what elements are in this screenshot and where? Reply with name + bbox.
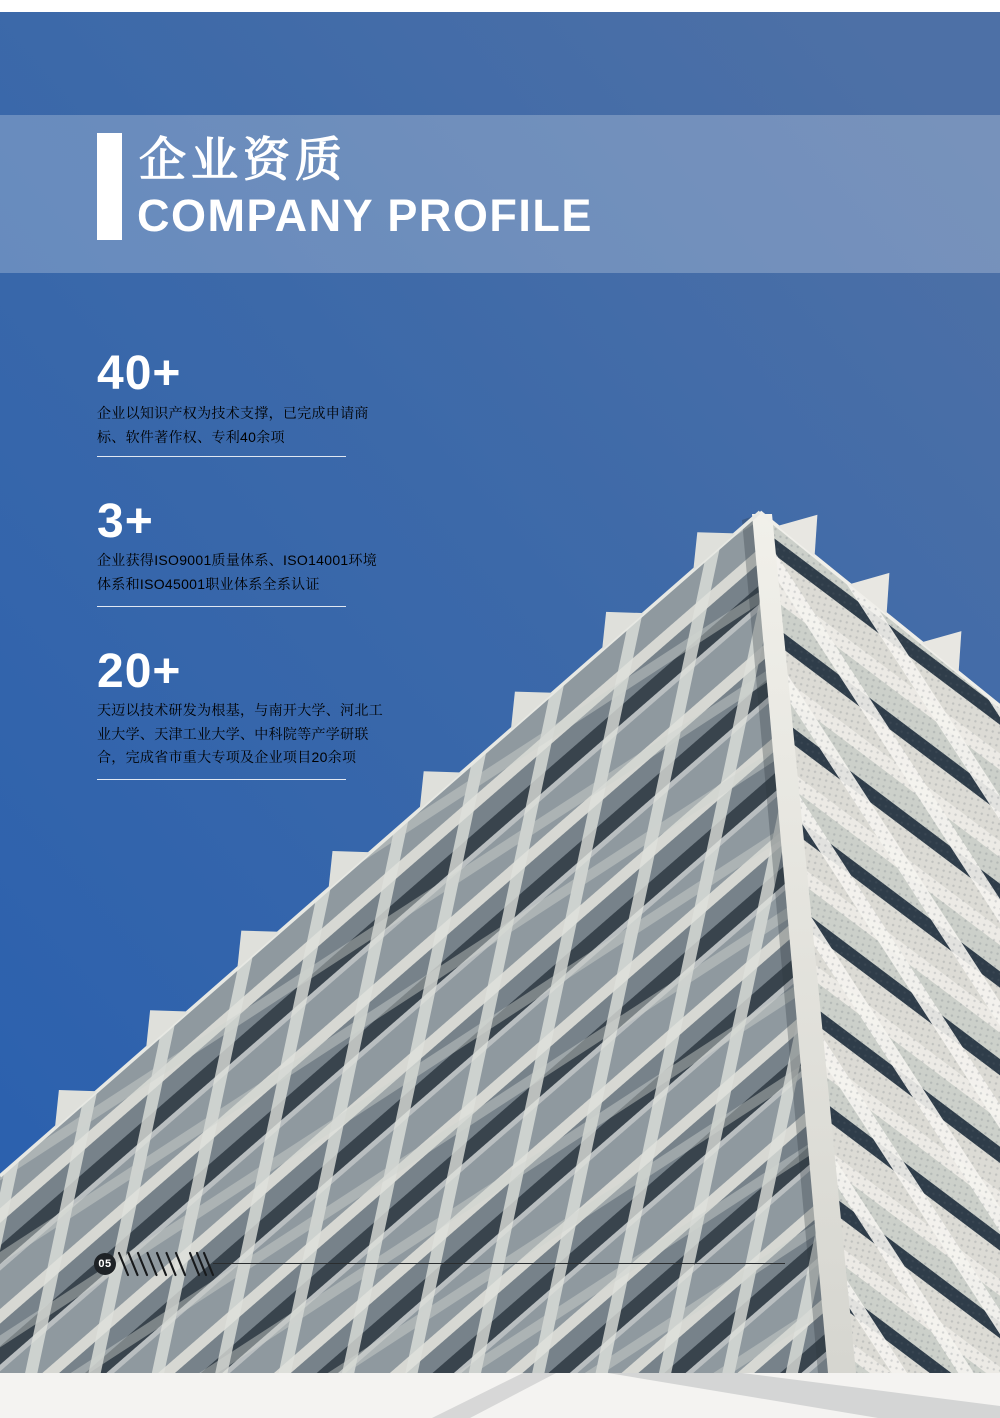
stat-text-iso — [97, 549, 377, 596]
stat-value-iso: 3+ — [97, 495, 154, 548]
stat-text-line: 天迈以技术研发为根基，与南开大学、河北工 — [97, 702, 383, 718]
stat-text-line: 企业以知识产权为技术支撑，已完成申请商 — [97, 405, 369, 421]
stat-divider — [97, 456, 346, 457]
page-title-zh: 企业资质 — [139, 133, 347, 186]
footer-rule — [213, 1263, 785, 1264]
stat-value-projects: 20+ — [97, 645, 182, 698]
top-margin — [0, 0, 1000, 12]
hatch-marks-icon — [118, 1250, 218, 1278]
stat-text-line: 体系和ISO45001职业体系全系认证 — [97, 575, 320, 592]
stat-text-projects — [97, 699, 383, 770]
stat-text-line: 标、软件著作权、专利40余项 — [97, 428, 285, 445]
stat-text-line: 合，完成省市重大专项及企业项目20余项 — [97, 749, 357, 765]
stat-divider — [97, 779, 346, 780]
page-title-en: COMPANY PROFILE — [137, 190, 593, 241]
page-number-badge — [94, 1253, 116, 1275]
stat-text-patents — [97, 402, 369, 449]
title-accent-bar — [97, 133, 122, 240]
stat-value-patents: 40+ — [97, 347, 182, 400]
stat-text-line: 业大学、天津工业大学、中科院等产学研联 — [97, 725, 369, 742]
page-number: 05 — [98, 1258, 112, 1270]
stat-divider — [97, 606, 346, 607]
stat-text-line: 企业获得ISO9001质量体系、ISO14001环境 — [97, 552, 378, 568]
